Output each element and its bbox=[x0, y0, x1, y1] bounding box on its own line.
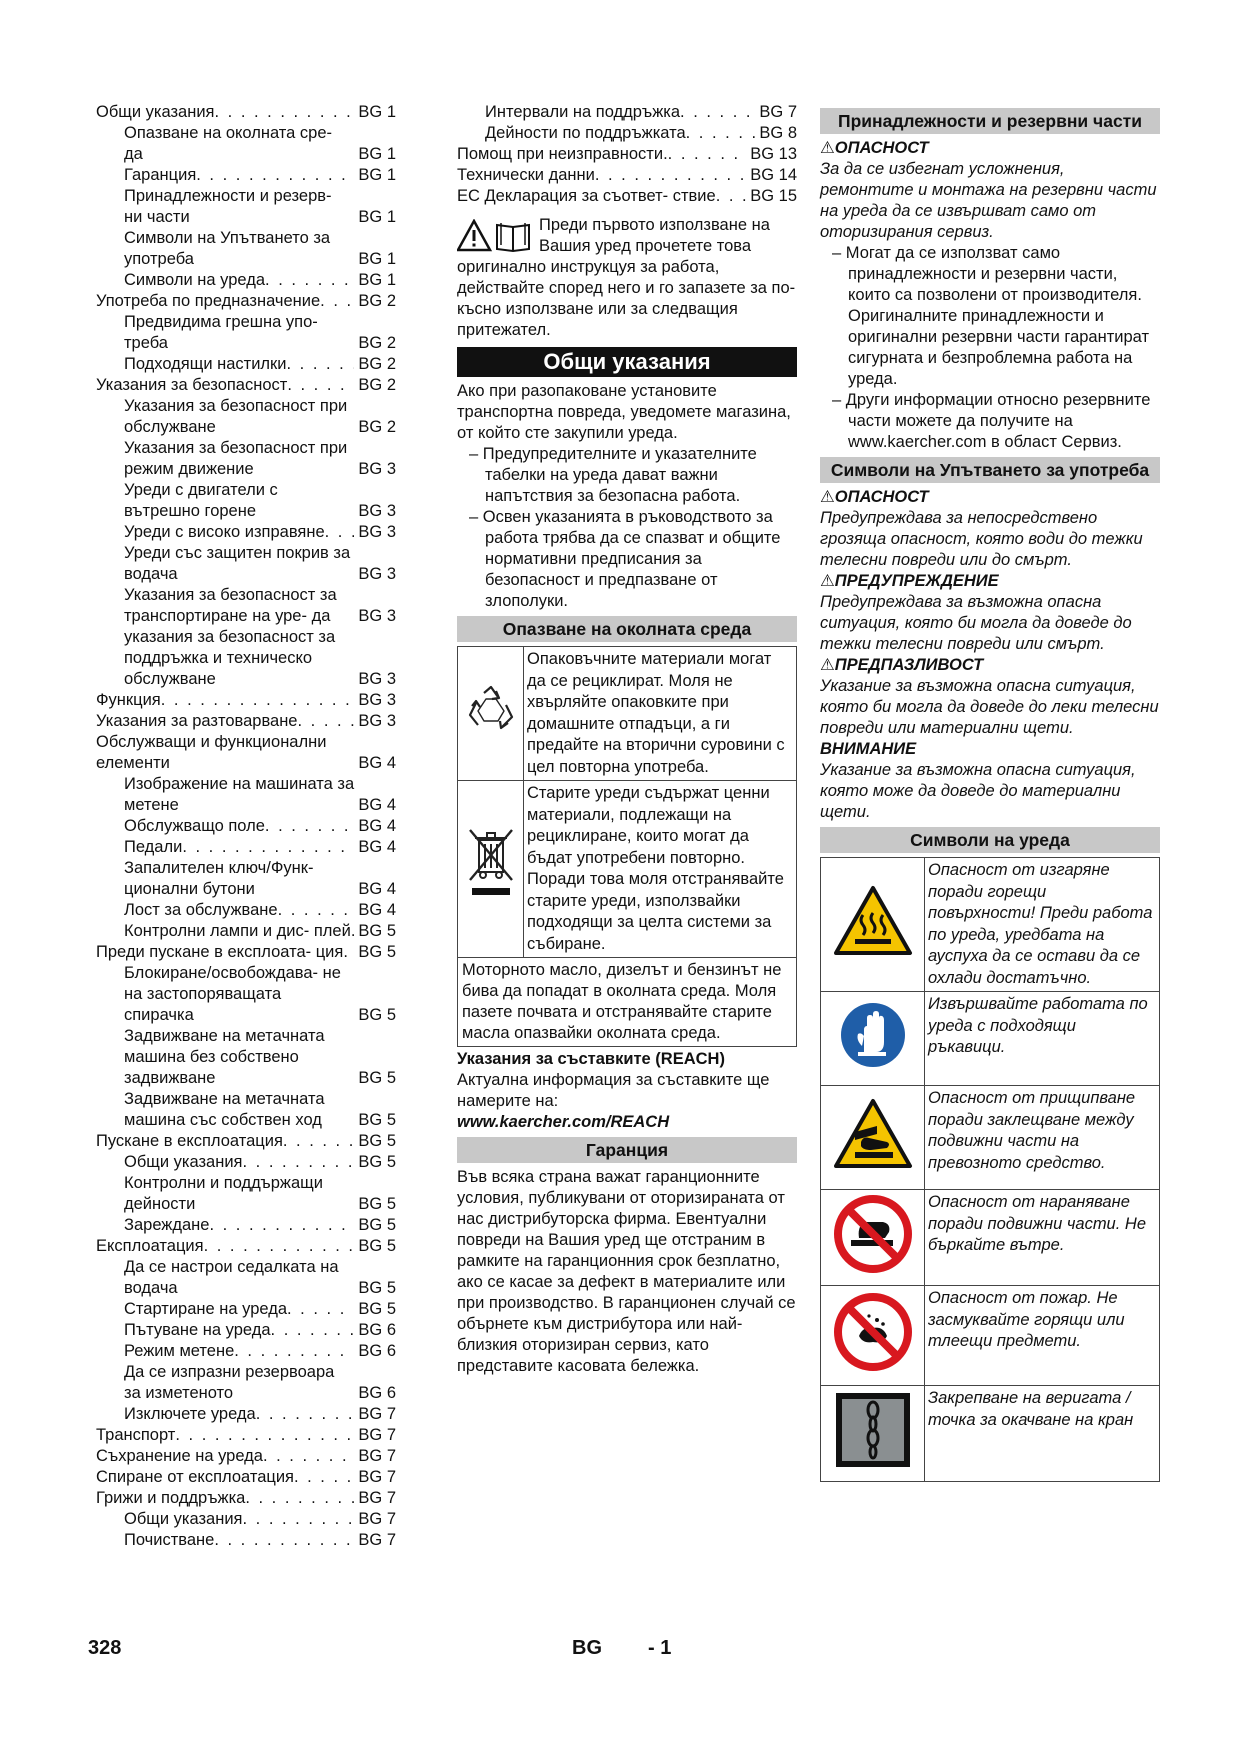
toc-entry-title: Транспорт bbox=[96, 1426, 176, 1444]
toc-entry-title: Контролни и поддържащи дейности bbox=[124, 1174, 323, 1213]
toc-entry[interactable] bbox=[96, 1215, 396, 1236]
toc-entry-title: Общи указания bbox=[124, 1510, 243, 1528]
toc-entry-title: Зареждане bbox=[124, 1216, 210, 1234]
toc-entry[interactable] bbox=[96, 942, 396, 963]
toc-dot-leader bbox=[215, 102, 355, 123]
toc-entry-page: BG 5 bbox=[358, 1111, 396, 1129]
toc-entry[interactable] bbox=[96, 585, 396, 627]
toc-entry[interactable] bbox=[96, 1320, 396, 1341]
oil-note bbox=[457, 958, 797, 1047]
intro-block bbox=[457, 215, 797, 341]
toc-dot-leader bbox=[204, 1236, 355, 1257]
toc-entry-title: Указания за безопасност за транспортиране на уре- да bbox=[124, 586, 337, 625]
toc-dot-leader bbox=[287, 1299, 354, 1320]
toc-entry-page: BG 4 bbox=[358, 901, 396, 919]
gloves-icon bbox=[838, 1000, 908, 1070]
toc-entry-page: BG 7 bbox=[358, 1531, 396, 1549]
accessories-danger-text: За да се избегнат усложнения, ремонтите и монтажа на резервни части на уреда да се извършват само от оторизирания сервиз. bbox=[820, 160, 1157, 241]
toc-entry-title: Употреба по предназначение bbox=[96, 292, 321, 310]
toc-entry[interactable] bbox=[96, 396, 396, 438]
toc-entry-title: Пускане в експлоатация bbox=[96, 1132, 283, 1150]
toc-entry-page: BG 6 bbox=[358, 1384, 396, 1402]
toc-entry[interactable] bbox=[96, 228, 396, 270]
toc-entry-page: BG 7 bbox=[358, 1468, 396, 1486]
danger-text: Предупреждава за непосредствено грозяща опасност, която води до тежки телесни повреди или до смърт. bbox=[820, 509, 1143, 569]
toc-dot-leader bbox=[263, 1446, 354, 1467]
toc-entry[interactable] bbox=[96, 1089, 396, 1131]
gloves-icon-cell bbox=[821, 992, 925, 1086]
toc-entry-page: BG 4 bbox=[358, 880, 396, 898]
toc-entry-title: Да се настрои седалката на водача bbox=[124, 1258, 339, 1297]
toc-entry[interactable] bbox=[457, 165, 797, 186]
toc-entry-title: Задвижване на метачната машина без собствено задвижване bbox=[124, 1027, 325, 1087]
toc-dot-leader bbox=[209, 1215, 354, 1236]
warranty-text: Във всяка страна важат гаранционните условия, публикувани от оторизираната от нас дистрибуторска фирма. Евентуални повреди на Вашия уред ще отстраним в рамките на гаранционния срок безплатно, ако се касае за дефект в материалите или при производство. В гаранционен случай се обърнете към дистрибутора или най-близкия оторизиран сервиз, като представите касовата бележка. bbox=[457, 1168, 796, 1375]
toc-entry[interactable] bbox=[96, 858, 396, 900]
toc-entry-title: Почистване bbox=[124, 1531, 215, 1549]
toc-entry[interactable] bbox=[96, 921, 396, 942]
toc-entry-page: BG 5 bbox=[358, 1132, 396, 1150]
toc-entry[interactable] bbox=[96, 1446, 396, 1467]
toc-dot-leader bbox=[278, 900, 355, 921]
toc-entry-page: BG 1 bbox=[358, 271, 396, 289]
toc-entry-page: BG 3 bbox=[358, 670, 396, 688]
toc-entry-page: BG 2 bbox=[358, 355, 396, 373]
toc-entry-title: Съхранение на уреда bbox=[96, 1447, 263, 1465]
toc-entry[interactable] bbox=[96, 1341, 396, 1362]
toc-entry-page: BG 1 bbox=[358, 103, 396, 121]
toc-dot-leader bbox=[287, 354, 355, 375]
device-symbols-title: Символи на уреда bbox=[820, 827, 1160, 853]
toc-entry-page: BG 7 bbox=[358, 1447, 396, 1465]
toc-entry-page: BG 3 bbox=[358, 460, 396, 478]
language-code: BG bbox=[572, 1637, 602, 1659]
toc-dot-leader bbox=[175, 1425, 354, 1446]
toc-dot-leader bbox=[343, 942, 354, 963]
toc-dot-leader bbox=[271, 1320, 355, 1341]
toc-entry-title: Уреди с високо изправяне bbox=[124, 523, 325, 541]
toc-dot-leader bbox=[265, 816, 354, 837]
device-symbol-text: Опасност от пожар. Не засмуквайте горящи или тлеещи предмети. bbox=[925, 1286, 1160, 1386]
toc-entry[interactable] bbox=[96, 165, 396, 186]
toc-entry[interactable] bbox=[96, 1299, 396, 1320]
column-3 bbox=[820, 108, 1160, 1482]
toc-entry-page: BG 1 bbox=[358, 208, 396, 226]
environment-table bbox=[457, 646, 797, 958]
toc-entry-page: BG 1 bbox=[358, 166, 396, 184]
toc-entry-page: BG 13 bbox=[750, 145, 797, 163]
toc-entry-page: BG 5 bbox=[358, 1216, 396, 1234]
toc-entry-title: Обслужващо поле bbox=[124, 817, 265, 835]
toc-entry[interactable] bbox=[96, 438, 396, 480]
chain-point-icon bbox=[833, 1390, 913, 1470]
toc-entry-title: Контролни лампи и дис- плей bbox=[124, 922, 351, 940]
toc-dot-leader bbox=[265, 270, 354, 291]
toc-entry[interactable] bbox=[96, 1152, 396, 1173]
general-dash-2: – Освен указанията в ръководството за работа трябва да се спазват и общите нормативни предписания за безопасност и предпазване от злополуки. bbox=[469, 508, 781, 610]
caution-text: Указание за възможна опасна ситуация, която би могла да доведе до леки телесни повреди или материални щети. bbox=[820, 677, 1159, 737]
toc-entry-page: BG 8 bbox=[759, 124, 797, 142]
toc-entry-page: BG 6 bbox=[358, 1342, 396, 1360]
table-row bbox=[821, 1386, 1160, 1482]
toc-entry-page: BG 4 bbox=[358, 754, 396, 772]
danger-label: ⚠ОПАСНОСТ bbox=[820, 488, 929, 506]
toc-entry-title: Експлоатация bbox=[96, 1237, 204, 1255]
toc-dot-leader bbox=[680, 102, 755, 123]
toc-entry-page: BG 3 bbox=[358, 523, 396, 541]
toc-entry-page: BG 3 bbox=[358, 502, 396, 520]
toc-dot-leader bbox=[214, 1530, 354, 1551]
toc-entry-page: BG 4 bbox=[358, 817, 396, 835]
chain-point-icon-cell bbox=[821, 1386, 925, 1482]
toc-entry-page: BG 7 bbox=[358, 1426, 396, 1444]
toc-entry-page: BG 3 bbox=[358, 691, 396, 709]
toc-entry[interactable] bbox=[96, 1026, 396, 1089]
toc-entry-page: BG 3 bbox=[358, 607, 396, 625]
toc-entry-title: Символи на Упътването за употреба bbox=[124, 229, 331, 268]
toc-entry-title: Предвидима грешна упо- треба bbox=[124, 313, 318, 352]
toc-entry-title: Педали bbox=[124, 838, 183, 856]
toc-dot-leader bbox=[283, 1131, 355, 1152]
toc-entry-title: Подходящи настилки bbox=[124, 355, 287, 373]
toc-entry[interactable] bbox=[96, 102, 396, 123]
hot-surface-icon-cell bbox=[821, 858, 925, 992]
toc-entry-title: Задвижване на метачната машина със собствен ход bbox=[124, 1090, 325, 1129]
device-symbol-text: Опасност от прищипване поради заклещване между подвижни части на превозното средство. bbox=[925, 1086, 1160, 1190]
crossed-bin-icon bbox=[464, 826, 518, 906]
toc-entry[interactable] bbox=[96, 1425, 396, 1446]
column-2 bbox=[457, 102, 797, 1377]
toc-entry-title: Принадлежности и резерв- ни части bbox=[124, 187, 332, 226]
reach-title: Указания за съставките (REACH) bbox=[457, 1050, 725, 1068]
toc-entry[interactable] bbox=[457, 186, 797, 207]
toc-entry[interactable] bbox=[96, 774, 396, 816]
toc-entry-title: Да се изпразни резервоара за изметеното bbox=[124, 1363, 335, 1402]
toc-entry-page: BG 5 bbox=[358, 1279, 396, 1297]
toc-entry-page: BG 2 bbox=[358, 418, 396, 436]
environment-title: Опазване на околната среда bbox=[457, 616, 797, 642]
toc-entry-page: BG 4 bbox=[358, 796, 396, 814]
toc-entry-title: Запалителен ключ/Функ- ционални бутони bbox=[124, 859, 314, 898]
toc-entry-page: BG 5 bbox=[358, 943, 396, 961]
toc-entry[interactable] bbox=[96, 711, 396, 732]
toc-entry[interactable] bbox=[96, 1362, 396, 1404]
toc-entry-title: Технически данни bbox=[457, 166, 595, 184]
recycle-icon bbox=[464, 683, 518, 737]
accessories-dash-1: – Могат да се използват само принадлежности и резервни части, които са позволени от производителя. Оригиналните принадлежности и оригинални резервни части гарантират сигурната и безпроблемна работа на уреда. bbox=[832, 244, 1150, 388]
toc-entry-title: Лост за обслужване bbox=[124, 901, 278, 919]
weee-text: Старите уреди съдържат ценни материали, подлежащи на рециклиране, които могат да бъдат употребени повторно. Поради това моля отстранявайте старите уреди, използвайки подходящи за целта системи за събиране. bbox=[524, 781, 797, 958]
crush-hazard-icon-cell bbox=[821, 1086, 925, 1190]
device-symbol-text: Закрепване на веригата / точка за окачване на кран bbox=[925, 1386, 1160, 1482]
toc-dot-leader bbox=[243, 1509, 355, 1530]
toc-entry-title: Общи указания bbox=[124, 1153, 243, 1171]
general-dash-1: – Предупредителните и указателните табелки на уреда дават важни напътствия за безопасна работа. bbox=[469, 445, 757, 505]
toc-entry[interactable] bbox=[96, 1530, 396, 1551]
device-symbols-table bbox=[820, 857, 1160, 1482]
toc-dot-leader bbox=[287, 375, 354, 396]
no-fire-icon-cell bbox=[821, 1286, 925, 1386]
toc-entry-page: BG 7 bbox=[358, 1405, 396, 1423]
toc-dot-leader bbox=[686, 123, 756, 144]
toc-entry-page: BG 15 bbox=[750, 187, 797, 205]
device-symbol-text: Опасност от изгаряне поради горещи повърхности! Преди работа по уреда, уредбата на ауспуха да се остави да се охлади достатъчно. bbox=[925, 858, 1160, 992]
table-row bbox=[821, 1190, 1160, 1286]
toc-dot-leader bbox=[234, 1341, 354, 1362]
toc-entry-page: BG 1 bbox=[358, 145, 396, 163]
toc-entry[interactable] bbox=[96, 1509, 396, 1530]
device-symbol-text: Опасност от нараняване поради подвижни части. Не бъркайте вътре. bbox=[925, 1190, 1160, 1286]
no-reach-in-icon-cell bbox=[821, 1190, 925, 1286]
table-row bbox=[458, 781, 797, 958]
general-p1: Ако при разопаковане установите транспортна повреда, уведомете магазина, от който сте закупили уреда. bbox=[457, 382, 791, 442]
table-row bbox=[821, 1286, 1160, 1386]
toc-entry-page: BG 5 bbox=[358, 1300, 396, 1318]
toc-entry-page: BG 2 bbox=[358, 334, 396, 352]
general-title: Общи указания bbox=[457, 347, 797, 377]
toc-entry-title: Опазване на околната сре- да bbox=[124, 124, 333, 163]
toc-dot-leader bbox=[716, 186, 747, 207]
toc-entry[interactable] bbox=[96, 732, 396, 774]
toc-entry-title: Пътуване на уреда bbox=[124, 1321, 271, 1339]
toc-entry[interactable] bbox=[457, 102, 797, 123]
weee-icon-cell bbox=[458, 781, 524, 958]
toc-entry-title: Спиране от експлоатация bbox=[96, 1468, 294, 1486]
toc-entry[interactable] bbox=[96, 543, 396, 585]
table-row bbox=[821, 858, 1160, 992]
toc-entry-page: BG 5 bbox=[358, 1069, 396, 1087]
toc-entry-title: Функция bbox=[96, 691, 161, 709]
toc-entry[interactable] bbox=[457, 123, 797, 144]
toc-entry-title: Блокиране/освобождава- не на застопоряващата спирачка bbox=[124, 964, 341, 1024]
intro-text: Преди първото използване на Вашия уред прочетете това оригинално инструкцуя за работа, действайте според него и го запазете за по-късно използване или за следващия притежател. bbox=[457, 216, 796, 339]
toc-entry-title: Изключете уреда bbox=[124, 1405, 256, 1423]
recycle-text: Опаковъчните материали могат да се рециклират. Моля не хвърляйте опаковките при домашните отпадъци, а ги предайте на вторични суровини с цел повторна употреба. bbox=[524, 647, 797, 781]
toc-entry-page: BG 7 bbox=[358, 1510, 396, 1528]
toc-entry-title: Гаранция bbox=[124, 166, 197, 184]
no-reach-in-icon bbox=[833, 1194, 913, 1274]
toc-entry-title: Интервали на поддръжка bbox=[485, 103, 681, 121]
toc-column-1 bbox=[96, 102, 396, 1551]
page-number: 328 bbox=[88, 1637, 122, 1659]
toc-entry[interactable] bbox=[96, 963, 396, 1026]
toc-entry[interactable] bbox=[96, 1173, 396, 1215]
notice-label: ВНИМАНИЕ bbox=[820, 740, 917, 758]
accessories-danger-label: ⚠ОПАСНОСТ bbox=[820, 139, 929, 157]
toc-entry-title: Указания за безопасност при обслужване bbox=[124, 397, 348, 436]
toc-entry-title: Указания за разтоварване bbox=[96, 712, 298, 730]
toc-entry-page: BG 2 bbox=[358, 376, 396, 394]
toc-entry[interactable] bbox=[96, 690, 396, 711]
toc-entry[interactable] bbox=[96, 291, 396, 312]
toc-entry-page: BG 7 bbox=[759, 103, 797, 121]
toc-entry-title: Уреди с двигатели с вътрешно горене bbox=[124, 481, 278, 520]
toc-entry[interactable] bbox=[96, 1488, 396, 1509]
accessories-dash-2: – Други информации относно резервните части можете да получите на www.kaercher.com в област Сервиз. bbox=[832, 391, 1151, 451]
toc-entry-title: Изображение на машината за метене bbox=[124, 775, 355, 814]
toc-entry-title: Режим метене bbox=[124, 1342, 235, 1360]
no-fire-icon bbox=[833, 1292, 913, 1372]
recycle-icon-cell bbox=[458, 647, 524, 781]
toc-entry-title: Помощ при неизправности. bbox=[457, 145, 668, 163]
toc-entry-title: Указания за безопасност при режим движение bbox=[124, 439, 348, 478]
toc-entry[interactable] bbox=[96, 480, 396, 522]
toc-entry-page: BG 7 bbox=[358, 1489, 396, 1507]
toc-dot-leader bbox=[243, 1152, 355, 1173]
toc-entry[interactable] bbox=[96, 816, 396, 837]
toc-entry-title: ЕС Декларация за съответ- ствие bbox=[457, 187, 716, 205]
toc-dot-leader bbox=[668, 144, 747, 165]
caution-label: ⚠ПРЕДПАЗЛИВОСТ bbox=[820, 656, 984, 674]
reach-link[interactable]: www.kaercher.com/REACH bbox=[457, 1113, 670, 1131]
toc-entry[interactable] bbox=[96, 627, 396, 690]
toc-dot-leader bbox=[595, 165, 746, 186]
toc-dot-leader bbox=[320, 291, 354, 312]
toc-entry-title: Символи на уреда bbox=[124, 271, 266, 289]
toc-entry[interactable] bbox=[96, 375, 396, 396]
toc-entry-title: указания за безопасност за поддръжка и техническо обслужване bbox=[124, 628, 336, 688]
toc-entry-page: BG 4 bbox=[358, 838, 396, 856]
warning-text: Предупреждава за възможна опасна ситуация, която би могла да доведе до тежки телесни повреди или смърт. bbox=[820, 593, 1132, 653]
toc-dot-leader bbox=[182, 837, 354, 858]
toc-entry-page: BG 5 bbox=[358, 1237, 396, 1255]
toc-entry[interactable] bbox=[96, 270, 396, 291]
toc-entry[interactable] bbox=[96, 186, 396, 228]
device-symbol-text: Извършвайте работата по уреда с подходящи ръкавици. bbox=[925, 992, 1160, 1086]
toc-entry[interactable] bbox=[96, 354, 396, 375]
toc-entry[interactable] bbox=[96, 1236, 396, 1257]
toc-entry-title: Общи указания bbox=[96, 103, 215, 121]
toc-column-2 bbox=[457, 102, 797, 207]
toc-entry-page: BG 3 bbox=[358, 565, 396, 583]
reach-text: Актуална информация за съставките ще намерите на: bbox=[457, 1071, 770, 1110]
toc-entry-page: BG 5 bbox=[358, 1195, 396, 1213]
toc-entry-page: BG 1 bbox=[358, 250, 396, 268]
section-page: - 1 bbox=[648, 1637, 672, 1659]
notice-text: Указание за възможна опасна ситуация, която може да доведе до материални щети. bbox=[820, 761, 1136, 821]
warning-book-icon bbox=[457, 219, 533, 255]
accessories-title: Принадлежности и резервни части bbox=[820, 108, 1160, 134]
toc-entry[interactable] bbox=[96, 123, 396, 165]
oil-text: Моторното масло, дизелът и бензинът не бива да попадат в околната среда. Моля пазете почвата и отстранявайте старите масла опазвайки околната среда. bbox=[462, 961, 782, 1042]
toc-entry-page: BG 14 bbox=[750, 166, 797, 184]
toc-entry-title: Указания за безопасност bbox=[96, 376, 288, 394]
toc-entry-title: Преди пускане в експлоата- ция bbox=[96, 943, 344, 961]
toc-entry[interactable] bbox=[96, 1404, 396, 1425]
toc-entry-title: Грижи и поддръжка bbox=[96, 1489, 246, 1507]
toc-entry[interactable] bbox=[96, 312, 396, 354]
hot-surface-icon bbox=[833, 885, 913, 957]
toc-entry[interactable] bbox=[457, 144, 797, 165]
toc-dot-leader bbox=[294, 1467, 354, 1488]
toc-entry[interactable] bbox=[96, 837, 396, 858]
table-row bbox=[821, 1086, 1160, 1190]
warning-label: ⚠ПРЕДУПРЕЖДЕНИЕ bbox=[820, 572, 999, 590]
toc-entry-title: Стартиране на уреда bbox=[124, 1300, 288, 1318]
table-row bbox=[458, 647, 797, 781]
crush-hazard-icon bbox=[833, 1098, 913, 1170]
toc-entry[interactable] bbox=[96, 1467, 396, 1488]
toc-dot-leader bbox=[196, 165, 354, 186]
toc-entry-page: BG 2 bbox=[358, 292, 396, 310]
toc-entry[interactable] bbox=[96, 1257, 396, 1299]
warranty-title: Гаранция bbox=[457, 1137, 797, 1163]
toc-dot-leader bbox=[161, 690, 355, 711]
toc-entry-page: BG 5 bbox=[358, 1153, 396, 1171]
manual-symbols-title: Символи на Упътването за употреба bbox=[820, 457, 1160, 483]
toc-entry-title: Дейности по поддръжката bbox=[485, 124, 686, 142]
toc-dot-leader bbox=[325, 522, 355, 543]
toc-entry-title: Уреди със защитен покрив за водача bbox=[124, 544, 351, 583]
toc-entry[interactable] bbox=[96, 900, 396, 921]
toc-entry[interactable] bbox=[96, 522, 396, 543]
toc-dot-leader bbox=[256, 1404, 355, 1425]
toc-dot-leader bbox=[245, 1488, 354, 1509]
toc-dot-leader bbox=[298, 711, 355, 732]
toc-entry-page: BG 5 bbox=[358, 922, 396, 940]
toc-entry-page: BG 5 bbox=[358, 1006, 396, 1024]
table-row bbox=[821, 992, 1160, 1086]
toc-entry-page: BG 6 bbox=[358, 1321, 396, 1339]
toc-entry-page: BG 3 bbox=[358, 712, 396, 730]
toc-entry[interactable] bbox=[96, 1131, 396, 1152]
toc-entry-title: Обслужващи и функционални елементи bbox=[96, 733, 327, 772]
